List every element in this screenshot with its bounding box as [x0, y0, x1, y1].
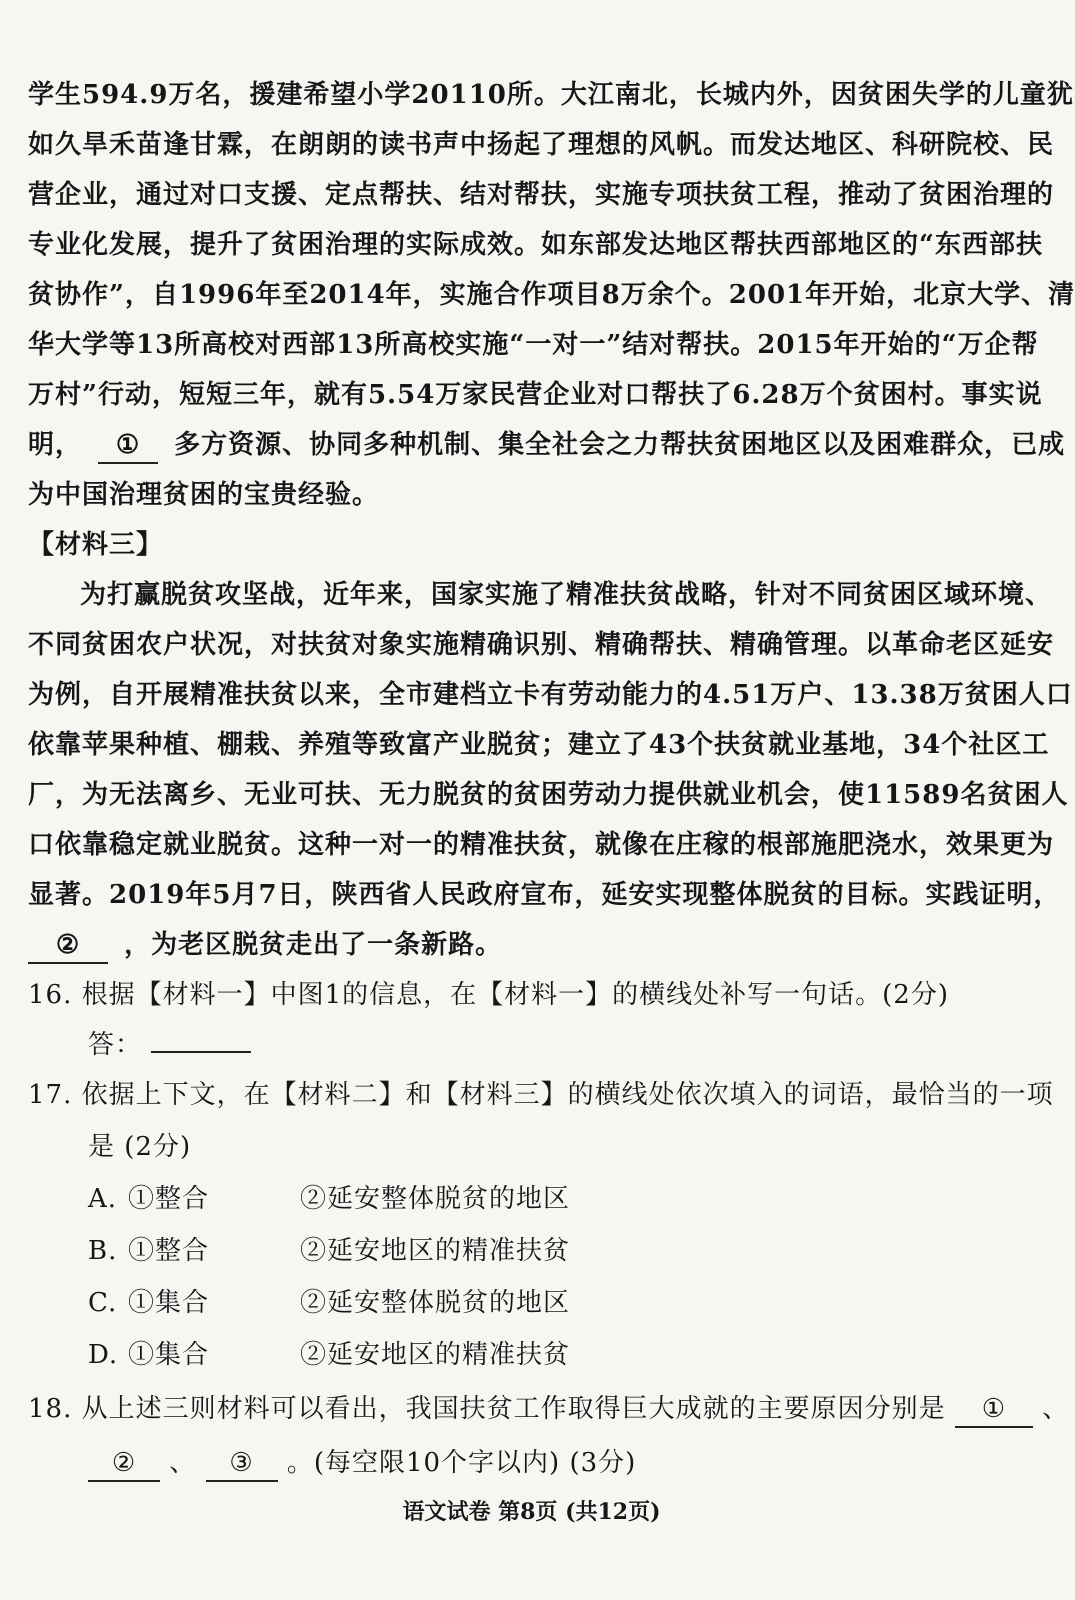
- answer-label: 答：: [88, 1030, 143, 1060]
- option-first: ①整合: [128, 1236, 210, 1266]
- blank-line-prefix: 明，: [28, 430, 83, 460]
- question-18-tail: 。(每空限10个字以内) (3分): [286, 1448, 637, 1478]
- page-footer: 语文试卷 第8页 (共12页): [402, 1499, 661, 1525]
- material3-line: 为例，自开展精准扶贫以来，全市建档立卡有劳动能力的4.51万户、13.38万贫困人口: [28, 680, 1073, 710]
- blank-2: ②: [28, 928, 108, 964]
- option-first: ①整合: [128, 1184, 210, 1214]
- material2-line: 营企业，通过对口支援、定点帮扶、结对帮扶，实施专项扶贫工程，推动了贫困治理的: [28, 180, 1055, 210]
- separator: 、: [1042, 1394, 1070, 1424]
- separator: 、: [169, 1448, 197, 1478]
- question-16-answer: [88, 1028, 1003, 1062]
- option-second: ②延安整体脱贫的地区: [300, 1184, 571, 1214]
- blank-3[interactable]: ③: [206, 1446, 278, 1482]
- material3-line: 口依靠稳定就业脱贫。这种一对一的精准扶贫，就像在庄稼的根部施肥浇水，效果更为: [28, 830, 1055, 860]
- material2-line: 专业化发展，提升了贫困治理的实际成效。如东部发达地区帮扶西部地区的“东西部扶: [28, 230, 1043, 260]
- blank-1[interactable]: ①: [955, 1392, 1033, 1428]
- blank-line-suffix: 多方资源、协同多种机制、集全社会之力帮扶贫困地区以及困难群众，已成: [174, 430, 1066, 460]
- material3-line: 显著。2019年5月7日，陕西省人民政府宣布，延安实现整体脱贫的目标。实践证明，: [28, 880, 1061, 910]
- question-17-cont: 是 (2分): [88, 1132, 192, 1162]
- option-a[interactable]: [88, 1182, 1003, 1216]
- question-18: [28, 1392, 1070, 1428]
- material2-line: 华大学等13所高校对西部13所高校实施“一对一”结对帮扶。2015年开始的“万企帮: [28, 330, 1039, 360]
- option-d[interactable]: [88, 1338, 1003, 1372]
- option-letter: A.: [88, 1184, 118, 1214]
- option-letter: D.: [88, 1340, 119, 1370]
- material3-blank-line: [28, 928, 1003, 964]
- material3-line: 依靠苹果种植、棚栽、养殖等致富产业脱贫；建立了43个扶贫就业基地，34个社区工: [28, 730, 1050, 760]
- question-18-cont: [88, 1446, 1003, 1482]
- question-16: 16. 根据【材料一】中图1的信息，在【材料一】的横线处补写一句话。(2分): [28, 980, 949, 1010]
- option-first: ①集合: [128, 1340, 210, 1370]
- option-second: ②延安整体脱贫的地区: [300, 1288, 571, 1318]
- material3-line: 为打赢脱贫攻坚战，近年来，国家实施了精准扶贫战略，针对不同贫困区域环境、: [80, 580, 1053, 610]
- option-b[interactable]: [88, 1234, 1003, 1268]
- option-letter: B.: [88, 1236, 118, 1266]
- material2-line: 贫协作”，自1996年至2014年，实施合作项目8万余个。2001年开始，北京大学、清: [28, 280, 1075, 310]
- material2-line: 万村”行动，短短三年，就有5.54万家民营企业对口帮扶了6.28万个贫困村。事实说: [28, 380, 1043, 410]
- material2-blank-line: [28, 428, 1066, 464]
- option-first: ①集合: [128, 1288, 210, 1318]
- blank-line-suffix: ，为老区脱贫走出了一条新路。: [124, 930, 503, 960]
- option-second: ②延安地区的精准扶贫: [300, 1340, 571, 1370]
- question-17: 17. 依据上下文，在【材料二】和【材料三】的横线处依次填入的词语，最恰当的一项: [28, 1080, 1054, 1110]
- material3-line: 厂，为无法离乡、无业可扶、无力脱贫的贫困劳动力提供就业机会，使11589名贫困人: [28, 780, 1069, 810]
- material3-heading: 【材料三】: [28, 530, 164, 560]
- answer-blank[interactable]: [151, 1029, 251, 1053]
- blank-2[interactable]: ②: [88, 1446, 160, 1482]
- option-letter: C.: [88, 1288, 118, 1318]
- option-second: ②延安地区的精准扶贫: [300, 1236, 571, 1266]
- blank-1: ①: [98, 428, 158, 464]
- material2-line: 学生594.9万名，援建希望小学20110所。大江南北，长城内外，因贫困失学的儿童犹: [28, 80, 1074, 110]
- material2-line: 如久旱禾苗逢甘霖，在朗朗的读书声中扬起了理想的风帆。而发达地区、科研院校、民: [28, 130, 1055, 160]
- material2-last-line: 为中国治理贫困的宝贵经验。: [28, 480, 380, 510]
- question-18-text: 18. 从上述三则材料可以看出，我国扶贫工作取得巨大成就的主要原因分别是: [28, 1394, 946, 1424]
- material3-line: 不同贫困农户状况，对扶贫对象实施精确识别、精确帮扶、精确管理。以革命老区延安: [28, 630, 1055, 660]
- option-c[interactable]: [88, 1286, 1003, 1320]
